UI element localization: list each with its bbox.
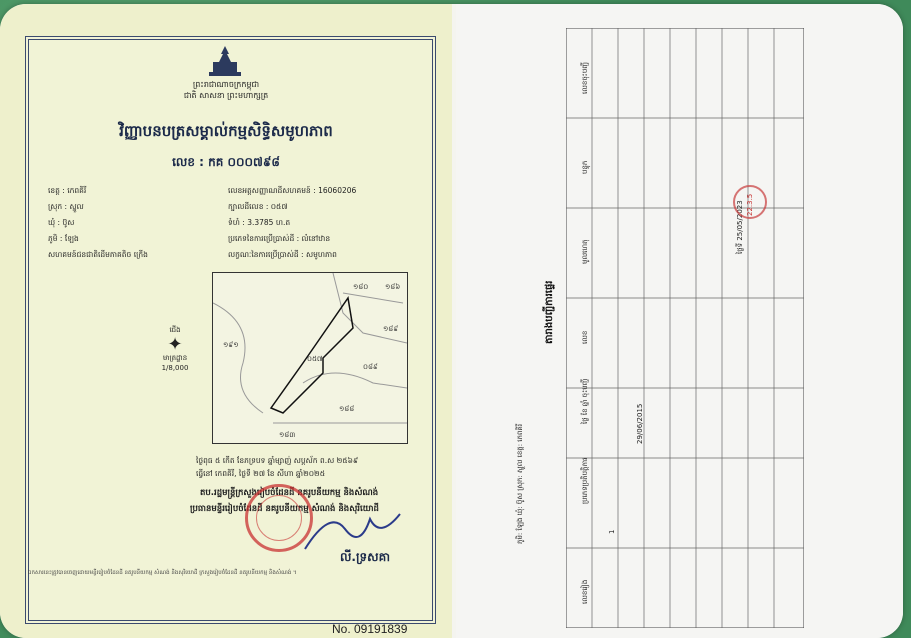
field-value: កេពគិរី (67, 186, 87, 195)
field-label: ភូមិ (48, 234, 58, 243)
kingdom-header: ព្រះរាជាណាចក្រកម្ពុជា (192, 80, 260, 89)
column-header: បន្ទុក (581, 160, 589, 174)
department-line: ប្រធានមន្ទីររៀបចំដែនដី នគរូបនីយកម្ម សំណង់ និងសុរិយោដី (190, 504, 379, 514)
map-label: ១៨៦ (385, 283, 401, 291)
map-label: ១៨០ (353, 283, 369, 291)
compass (160, 326, 190, 396)
field-label: សហគមន៍ជនជាតិដើមភាគតិច (48, 250, 132, 259)
signatory-name: លី.ទ្រសគា (340, 550, 391, 564)
field-label: ឃុំ (48, 218, 56, 227)
field-value: ប៊ូស (62, 218, 75, 227)
column-header: ប្រភេទប្រតិបត្តិការ (581, 457, 589, 504)
column-header: មូលហេតុ (581, 239, 589, 264)
approval-date: ថ្ងៃទី 25/05/2023 (736, 200, 744, 254)
royal-emblem-icon (205, 44, 245, 78)
serial-label: លេខ : (172, 155, 204, 169)
field-label: លេខអត្តសញ្ញាណដីសហគមន៍ (228, 186, 311, 195)
field-value: ស្នួល (69, 202, 84, 211)
north-label: ជើង (169, 326, 181, 334)
scale-label: មាត្រដ្ឋាន (162, 354, 188, 362)
field-value: 3.3785 ហ.ត (247, 218, 291, 227)
map-label: ០៨៩ (363, 363, 378, 371)
register-heading: តារាងបញ្ជីការផ្ទេរ (544, 280, 555, 344)
field-community-id: លេខអត្តសញ្ញាណដីសហគមន៍ : 16060206 (228, 186, 357, 195)
field-value: ០៥៧ (270, 202, 288, 211)
row-date: 29/06/2015 (636, 403, 644, 444)
field-label: ក្បាលដីលេខ (228, 202, 264, 211)
ministry-line: តប.រដ្ឋមន្ត្រីក្រសួងរៀបចំដែនដី នគរូបនីយកម្ម និងសំណង់ (200, 488, 379, 498)
field-label: ប្រភេទនៃការប្រើប្រាស់ដី (228, 234, 295, 243)
field-parcel-number: ក្បាលដីលេខ : ០៥៧ (228, 202, 288, 211)
scale-value: 1/8,000 (161, 364, 189, 372)
register-table-grid (566, 28, 804, 628)
document-viewer (0, 4, 903, 638)
map-label: ០៥៧ (307, 355, 323, 363)
parcel-map-drawing (213, 273, 407, 443)
row-value: 1 (608, 529, 616, 534)
field-value: ឡែង (64, 234, 79, 243)
map-label: ១៨៩ (383, 325, 399, 333)
motto-header: ជាតិ សាសនា ព្រះមហាក្សត្រ (183, 91, 269, 100)
map-label: ១៨៨ (339, 405, 355, 413)
serial-value: កគ ០០០៧៩៨ (208, 155, 280, 169)
field-area: ទំហំ : 3.3785 ហ.ត (228, 218, 291, 227)
issue-date-line: ធ្វើនៅ កេពគិរី, ថ្ងៃទី ២៧ ខែ សីហា ឆ្នាំ២០២៥ (196, 469, 326, 478)
parcel-map (212, 272, 408, 444)
field-village: ភូមិ : ឡែង (48, 234, 79, 243)
field-value: 16060206 (318, 186, 357, 195)
field-value: ក្រើង (133, 250, 148, 259)
field-label: ខេត្ត (48, 186, 60, 195)
certificate-serial (0, 154, 452, 172)
lunar-date-line: ថ្ងៃពុធ ៥ កើត ខែភទ្របទ ឆ្នាំម្សាញ់ សប្តស័ក ព.ស ២៥៦៩ (196, 456, 359, 465)
compass-rose-icon: ✦ (167, 334, 183, 355)
field-commune: ឃុំ : ប៊ូស (48, 218, 75, 227)
certificate-title: វិញ្ញាបនបត្រសម្គាល់កម្មសិទ្ធិសមូហភាព (119, 122, 333, 140)
column-header: ថ្ងៃ ខែ ឆ្នាំ ចុះបញ្ជី (581, 378, 589, 424)
field-value: សមូហភាព (305, 250, 337, 259)
column-header: លេខ (581, 330, 589, 344)
serial-number: No. 09191839 (332, 622, 408, 636)
field-value: លំនៅឋាន (301, 234, 331, 243)
field-land-use-nature: លក្ខណៈនៃការប្រើប្រាស់ដី : សមូហភាព (228, 250, 337, 259)
column-header: លេខរៀង (581, 579, 589, 604)
certificate-footnote: ឯកសារនេះ​ត្រូវបានចេញដោយមន្ទីររៀបចំដែនដី នគរូបនីយកម្ម សំណង់ និងសុរិយោដី ក្រសួងរៀបចំដែនដី នគរូបនីយកម្ម និងសំណង់ ។ (28, 570, 297, 576)
map-label: ១៨៣ (279, 431, 296, 439)
map-label: ១៩១ (223, 341, 239, 349)
field-label: ទំហំ (228, 218, 240, 227)
stamp-text: 22.3.5 (746, 193, 754, 216)
field-district: ស្រុក : ស្នួល (48, 202, 84, 211)
field-province: ខេត្ត : កេពគិរី (48, 186, 87, 195)
field-label: ស្រុក (48, 202, 63, 211)
certificate-front-page (0, 4, 452, 638)
field-land-use-type: ប្រភេទនៃការប្រើប្រាស់ដី : លំនៅឋាន (228, 234, 331, 243)
field-community (48, 250, 148, 261)
transfer-register-page (456, 4, 903, 638)
field-label: លក្ខណៈនៃការប្រើប្រាស់ដី (228, 250, 299, 259)
column-header: លេខចុះបញ្ជី (581, 62, 589, 94)
register-location-line: ភូមិ: ឡែង ឃុំ: ប៊ូស ស្រុក: ស្នួល ខេត្ត: កេពគិរី (516, 423, 524, 544)
